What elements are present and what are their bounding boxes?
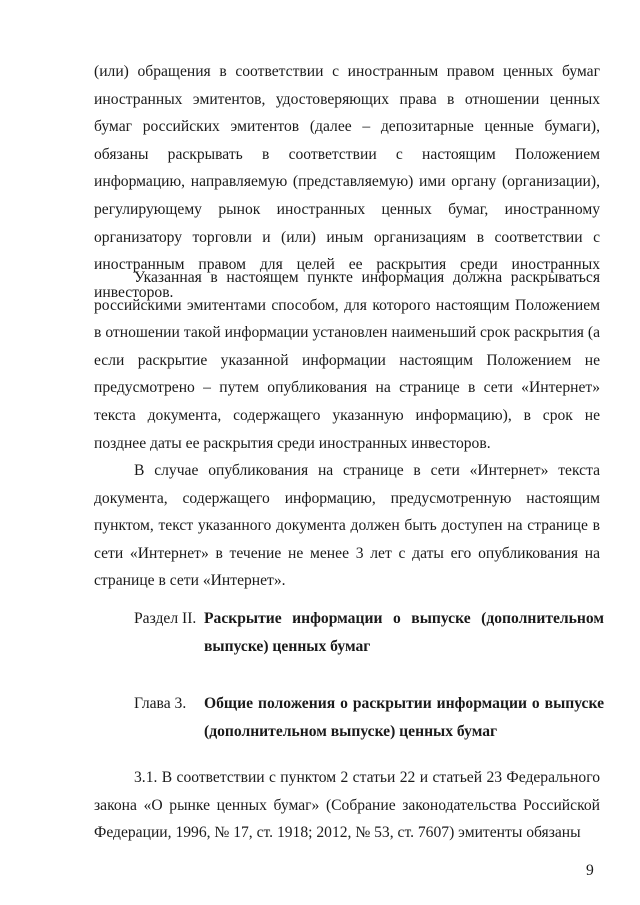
- paragraph-internet-publication: В случае опубликования на странице в сети «Интернет» текста документа, содержащего информацию, предусмотренную настоящим пунктом, текст указанного документа должен быть доступен на странице в сети «Интернет» в течение не менее 3 лет с даты его опубликования на странице в сети «Интернет».: [94, 462, 600, 590]
- paragraph-disclosure-method: Указанная в настоящем пункте информация должна раскрываться российскими эмитентами способом, для которого настоящим Положением в отношении такой информации установлен наименьший срок раскрытия (а если раскрытие указанной информации настоящим Положением не предусмотрено – путем опубликования на странице в сети «Интернет» текста документа, содержащего указанную информацию), в срок не позднее даты ее раскрытия среди иностранных инвесторов.: [94, 269, 600, 452]
- section-title: Раскрытие информации о выпуске (дополнительном выпуске) ценных бумаг: [204, 610, 604, 655]
- chapter-title: Общие положения о раскрытии информации о выпуске (дополнительном выпуске) ценных бумаг: [204, 695, 604, 740]
- chapter-label: Глава 3.: [134, 695, 187, 712]
- paragraph-continuation: (или) обращения в соответствии с иностранным правом ценных бумаг иностранных эмитентов, удостоверяющих права в отношении ценных бумаг российских эмитентов (далее – депозитарные ценные бумаги), обязаны раскрывать в соответствии с настоящим Положением информацию, направляемую (представляемую) ими органу (организации), регулирующему рынок иностранных ценных бумаг, иностранному организатору торговли и (или) иным организациям в соответствии с иностранным правом для целей ее раскрытия среди иностранных инвесторов.: [94, 63, 600, 301]
- paragraph-3-1: 3.1. В соответствии с пунктом 2 статьи 22 и статьей 23 Федерального закона «О рынке ценных бумаг» (Собрание законодательства Российской Федерации, 1996, № 17, ст. 1918; 2012, № 53, ст. 7607) эмитенты обязаны: [94, 769, 600, 842]
- section-label: Раздел II.: [134, 610, 197, 627]
- page-number: 9: [586, 862, 594, 879]
